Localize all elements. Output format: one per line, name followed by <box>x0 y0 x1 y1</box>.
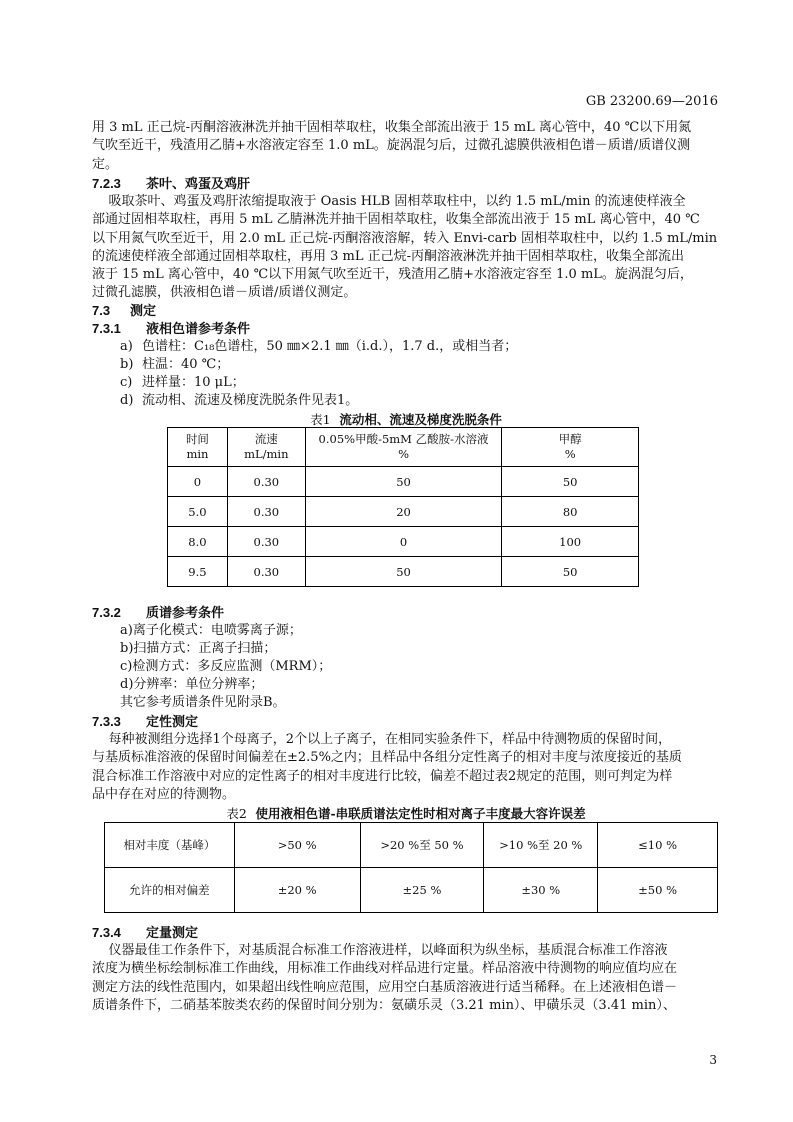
table-cell: 50 <box>502 467 639 497</box>
section-number: 7.3.4 <box>92 925 121 940</box>
section-7-3-3-heading <box>92 713 198 732</box>
list-item: 其它参考质谱条件见附录B。 <box>120 695 286 710</box>
section-title: 定量测定 <box>146 926 199 941</box>
section-number: 7.3.3 <box>92 714 121 729</box>
section-number: 7.3.2 <box>92 605 121 620</box>
section-7-3-heading <box>92 302 156 321</box>
table-cell: 允许的相对偏差 <box>105 868 235 913</box>
page-number: 3 <box>709 1053 717 1067</box>
table-cell: ±25 % <box>360 868 484 913</box>
header-cell: 流速 mL/min <box>227 428 305 467</box>
list-item: c)检测方式：多反应监测（MRM）； <box>120 659 332 674</box>
section-title: 茶叶、鸡蛋及鸡肝 <box>146 177 251 192</box>
section-number: 7.3.1 <box>92 321 121 336</box>
table-cell: 0.30 <box>227 497 305 527</box>
table-row <box>105 868 718 913</box>
section-number: 7.3 <box>92 303 111 318</box>
table-cell: 0 <box>305 527 502 557</box>
standard-number: GB 23200.69—2016 <box>585 94 718 109</box>
list-item: a)离子化模式：电喷雾离子源； <box>120 623 302 638</box>
table-row <box>168 497 639 527</box>
table-cell: ≤10 % <box>598 823 718 868</box>
header-cell: 时间 min <box>168 428 228 467</box>
table-cell: 50 <box>305 467 502 497</box>
header-cell: 0.05%甲酸-5mM 乙酸胺-水溶液 % <box>305 428 502 467</box>
list-item: b)扫描方式：正离子扫描； <box>120 641 277 656</box>
table-cell: 0.30 <box>227 557 305 587</box>
table-cell: 20 <box>305 497 502 527</box>
table-row <box>105 823 718 868</box>
table-cell: 0.30 <box>227 527 305 557</box>
table-cell: 100 <box>502 527 639 557</box>
list-item: d) 流动相、流速及梯度洗脱条件见表1。 <box>120 393 359 408</box>
section-number: 7.2.3 <box>92 176 121 191</box>
section-7-3-4-body: 仪器最佳工作条件下，对基质混合标准工作溶液进样，以峰面积为纵坐标，基质混合标准工作溶液 浓度为横坐标绘制标准工作曲线，用标准工作曲线对样品进行定量。样品溶液中待测物的响应值均应在 测定方法的线性范围内，如果超出线性响应范围，应用空白基质溶液进行适当稀释。在上述液相色谱－ 质谱条件下，二硝基苯胺类农药的保留时间分别为：氨磺乐灵（3.21 min）、甲磺乐灵（3.41 min）、 <box>92 943 678 1013</box>
section-7-2-3-heading <box>92 175 250 194</box>
table-cell: >50 % <box>234 823 360 868</box>
section-7-3-4-heading <box>92 924 198 943</box>
section-title: 质谱参考条件 <box>146 606 225 621</box>
list-item: a) 色谱柱：C₁₈色谱柱，50 ㎜×2.1 ㎜（i.d.），1.7 d.，或相当者； <box>120 339 518 354</box>
section-7-3-1-heading <box>92 320 250 339</box>
table-row <box>168 467 639 497</box>
table-cell: 0.30 <box>227 467 305 497</box>
table-cell: 0 <box>168 467 228 497</box>
table-cell: >10 %至 20 % <box>484 823 598 868</box>
table1 <box>167 427 639 587</box>
list-item: b) 柱温：40 ℃； <box>120 357 230 372</box>
table-cell: 50 <box>305 557 502 587</box>
table1-caption: 表1 流动相、流速及梯度洗脱条件 <box>310 412 502 427</box>
list-item: d)分辨率：单位分辨率； <box>120 677 264 692</box>
table-cell: 8.0 <box>168 527 228 557</box>
table-cell: ±30 % <box>484 868 598 913</box>
section-title: 测定 <box>130 304 157 319</box>
table-cell: 80 <box>502 497 639 527</box>
table-cell: 50 <box>502 557 639 587</box>
table-cell: 相对丰度（基峰） <box>105 823 235 868</box>
section-title: 液相色谱参考条件 <box>146 322 251 337</box>
table-cell: >20 %至 50 % <box>360 823 484 868</box>
section-title: 定性测定 <box>146 715 199 730</box>
list-item: c) 进样量：10 μL； <box>120 375 245 390</box>
table-cell: ±20 % <box>234 868 360 913</box>
table-cell: 5.0 <box>168 497 228 527</box>
section-7-3-2-heading <box>92 604 224 623</box>
table2 <box>104 822 718 913</box>
header-cell: 甲醇 % <box>502 428 639 467</box>
table-header-row <box>168 428 639 467</box>
intro-paragraph: 用 3 mL 正己烷-丙酮溶液淋洗并抽干固相萃取柱，收集全部流出液于 15 mL 离心管中，40 ℃以下用氮 气吹至近干，残渣用乙腈+水溶液定容至 1.0 mL。旋涡混匀后，过微孔滤膜供液相色谱－质谱/质谱仪测 定。 <box>92 120 692 172</box>
table-row <box>168 557 639 587</box>
table-cell: 9.5 <box>168 557 228 587</box>
section-7-2-3-body: 吸取茶叶、鸡蛋及鸡肝浓缩提取液于 Oasis HLB 固相萃取柱中，以约 1.5 mL/min 的流速使样液全 部通过固相萃取柱，再用 5 mL 乙腈淋洗并抽干固相萃取柱，收集全部流出液于 15 mL 离心管中，40 ℃ 以下用氮气吹至近干，用 2.0 mL 正己烷-丙酮溶液溶解，转入 Envi-carb 固相萃取柱中，以约 1.5 mL/min 的流速使样液全部通过固相萃取柱，再用 3 mL 正己烷-丙酮溶液淋洗并抽干固相萃取柱，收集全部流出 液于 15 mL 离心管中，40 ℃以下用氮气吹至近干，残渣用乙腈+水溶液定容至 1.0 mL。旋涡混匀后， 过微孔滤膜，供液相色谱－质谱/质谱仪测定。 <box>92 194 718 301</box>
table2-caption: 表2 使用液相色谱-串联质谱法定性时相对离子丰度最大容许误差 <box>226 806 586 821</box>
table-row <box>168 527 639 557</box>
section-7-3-3-body: 每种被测组分选择1个母离子，2个以上子离子，在相同实验条件下，样品中待测物质的保留时间， 与基质标准溶液的保留时间偏差在±2.5%之内；且样品中各组分定性离子的相对丰度与浓度接近的基质 混合标准工作溶液中对应的定性离子的相对丰度进行比较，偏差不超过表2规定的范围，则可判定为样 品中存在对应的待测物。 <box>92 732 682 802</box>
table-cell: ±50 % <box>598 868 718 913</box>
